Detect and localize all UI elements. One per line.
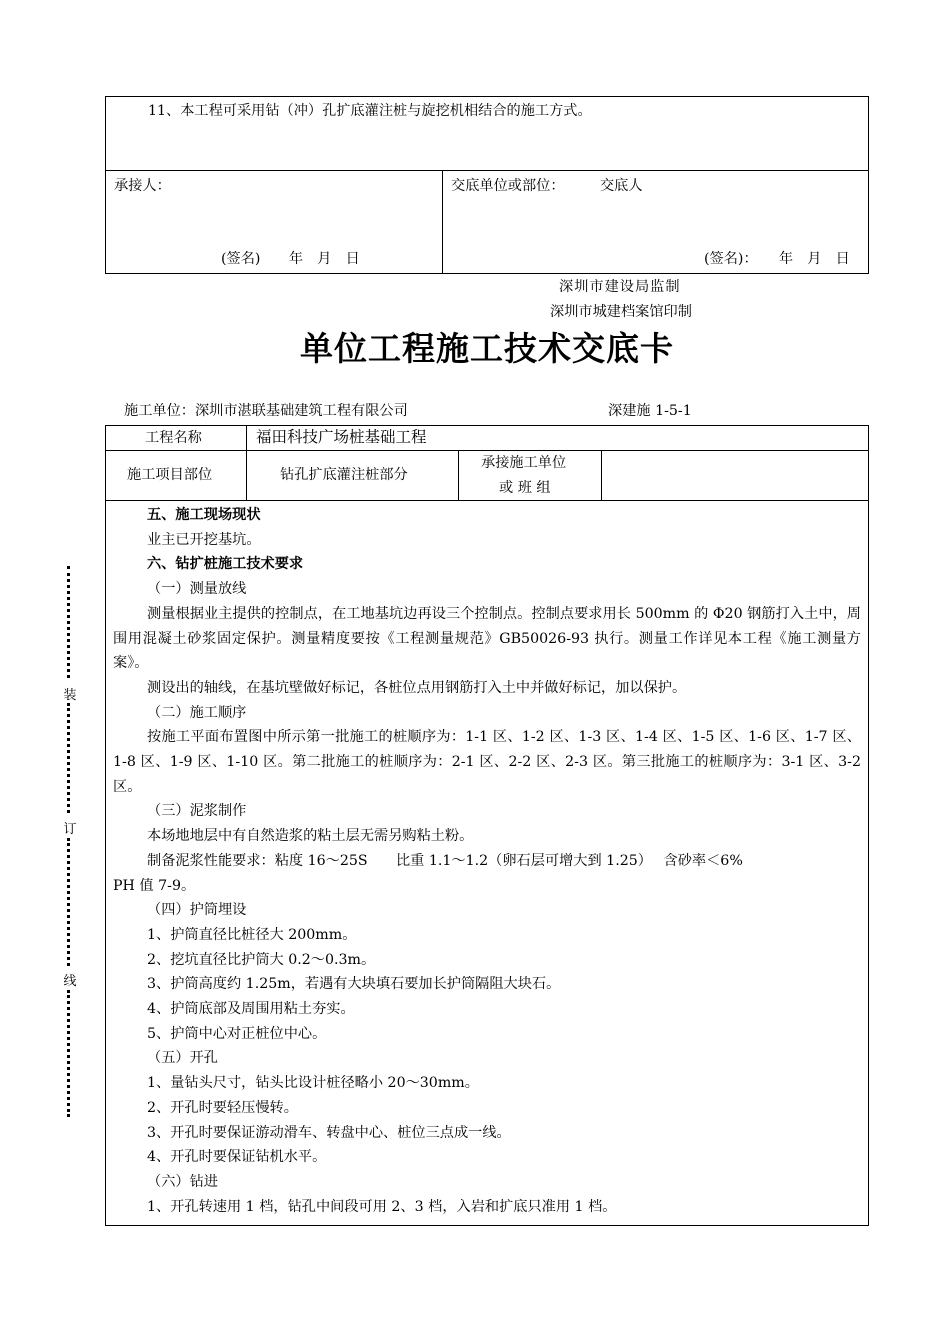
receiver-unit-label-line2: 或 班 组 — [499, 480, 551, 496]
project-name-label: 工程名称 — [145, 430, 202, 446]
binding-mark-zhuang: 装 — [63, 688, 77, 703]
binding-dots-2 — [67, 703, 74, 813]
subsection-2-title: （二）施工顺序 — [147, 704, 247, 721]
delivery-unit-label: 交底单位或部位： 交底人 — [451, 178, 643, 194]
binding-mark-xian: 线 — [63, 974, 77, 989]
casing-item-5: 5、护筒中心对正桩位中心。 — [147, 1025, 327, 1042]
item-11: 11、本工程可采用钻（冲）孔扩底灌注桩与旋挖机相结合的施工方式。 — [148, 103, 592, 119]
opening-item-4: 4、开孔时要保证钻机水平。 — [147, 1149, 327, 1166]
binding-mark-ding: 订 — [63, 822, 77, 837]
opening-item-1: 1、量钻头尺寸，钻头比设计桩径略小 20～30mm。 — [147, 1075, 479, 1092]
drilling-item-1: 1、开孔转速用 1 档，钻孔中间段可用 2、3 档，入岩和扩底只准用 1 档。 — [147, 1198, 617, 1215]
construction-part-label: 施工项目部位 — [127, 467, 213, 483]
subsection-5-title: （五）开孔 — [147, 1050, 218, 1067]
mud-paragraph-1: 本场地地层中有自然造浆的粘土层无需另购粘土粉。 — [147, 828, 474, 845]
opening-item-2: 2、开孔时要轻压慢转。 — [147, 1099, 298, 1116]
construction-company: 施工单位：深圳市湛联基础建筑工程有限公司 — [124, 403, 408, 419]
subsection-3-title: （三）泥浆制作 — [147, 803, 247, 820]
subsection-6-title: （六）钻进 — [147, 1173, 218, 1190]
content-body — [113, 503, 861, 1219]
issuer-supervision: 深圳市建设局监制 — [559, 279, 681, 295]
casing-item-1: 1、护筒直径比桩径大 200mm。 — [147, 926, 357, 943]
signature-date-right: (签名)： 年 月 日 — [704, 251, 850, 267]
section-6-title: 六、钻扩桩施工技术要求 — [147, 556, 304, 573]
signature-date-left: (签名) 年 月 日 — [221, 251, 360, 267]
col-divider-2 — [458, 450, 459, 500]
previous-table-divider — [105, 170, 869, 171]
row-divider-1 — [105, 450, 869, 451]
mud-ph: PH 值 7-9。 — [113, 877, 196, 894]
mud-requirements: 制备泥浆性能要求：粘度 16～25S 比重 1.1～1.2（卵石层可增大到 1.25） 含砂率＜6% — [147, 852, 743, 869]
row-divider-2 — [105, 500, 869, 501]
binding-dots-3 — [67, 838, 74, 966]
section-5-text: 业主已开挖基坑。 — [147, 531, 261, 548]
opening-item-3: 3、开孔时要保证游动滑车、转盘中心、桩位三点成一线。 — [147, 1124, 511, 1141]
binding-dots-4 — [67, 990, 74, 1117]
project-name-value: 福田科技广场桩基础工程 — [256, 428, 427, 446]
col-divider-1 — [246, 425, 247, 500]
casing-item-2: 2、挖坑直径比护筒大 0.2～0.3m。 — [147, 951, 376, 968]
subsection-1-title: （一）测量放线 — [147, 581, 247, 598]
form-code: 深建施 1-5-1 — [608, 403, 692, 419]
col-divider-3 — [601, 450, 602, 500]
page-title: 单位工程施工技术交底卡 — [300, 329, 674, 368]
sequence-paragraph: 按施工平面布置图中所示第一批施工的桩顺序为：1-1 区、1-2 区、1-3 区、1-4 区、1-5 区、1-6 区、1-7 区、1-8 区、1-9 区、1-10 区。第二批施工的桩顺序为：2-1 区、2-2 区、2-3 区。第三批施工的桩顺序为：3-1 区、3-2 区。 — [113, 729, 861, 795]
construction-part-value: 钻孔扩底灌注桩部分 — [280, 467, 408, 483]
binding-dots-1 — [67, 566, 74, 678]
survey-paragraph: 测量根据业主提供的控制点，在工地基坑边再设三个控制点。控制点要求用长 500mm 的 Φ20 钢筋打入土中，周围用混凝土砂浆固定保护。测量精度要按《工程测量规范》GB50026-93 执行。测量工作详见本工程《施工测量方案》。 — [113, 605, 861, 672]
issuer-print: 深圳市城建档案馆印制 — [550, 304, 692, 320]
subsection-4-title: （四）护筒埋设 — [147, 902, 247, 919]
section-5-title: 五、施工现场现状 — [147, 507, 261, 523]
casing-item-4: 4、护筒底部及周围用粘土夯实。 — [147, 1001, 355, 1018]
previous-table-column-divider — [442, 170, 443, 274]
casing-item-3: 3、护筒高度约 1.25m，若遇有大块填石要加长护筒隔阻大块石。 — [147, 976, 561, 993]
receiver-unit-label-line1: 承接施工单位 — [481, 455, 567, 471]
axis-marking-paragraph: 测设出的轴线，在基坑壁做好标记，各桩位点用钢筋打入土中并做好标记，加以保护。 — [147, 679, 687, 696]
receiver-label: 承接人： — [114, 178, 171, 194]
